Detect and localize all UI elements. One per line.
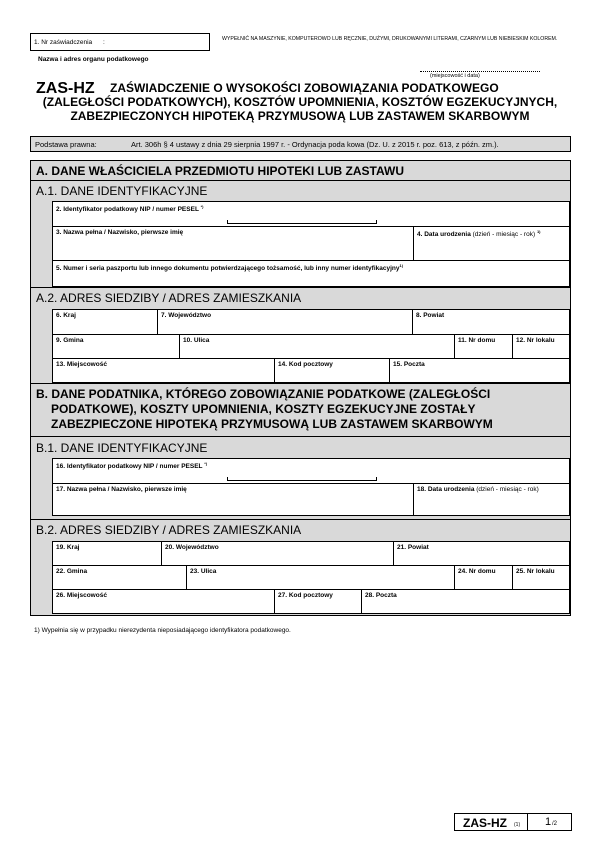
field-26-label: 26. Miejscowość [56,592,107,599]
field-18-hint: (dzień - miesiąc - rok) [476,486,539,493]
title-line-1: ZAŚWIADCZENIE O WYSOKOŚCI ZOBOWIĄZANIA PODATKOWEGO [110,81,499,95]
field-9-label: 9. Gmina [56,337,84,344]
field-18-birthdate[interactable] [414,484,570,516]
title-line-2: (ZALEGŁOŚCI PODATKOWYCH), KOSZTÓW UPOMNIENIA, KOSZTÓW EGZEKUCYJNYCH, [42,95,558,109]
field-7-label: 7. Województwo [161,312,212,319]
field-20-label: 20. Województwo [165,544,219,551]
field-7-voivodeship[interactable] [158,309,413,335]
field-5-label: 5. Numer i seria paszportu lub innego dokumentu potwierdzającego tożsamość, lub inny numer identyfikacyjny [56,265,400,273]
field-16-identifier[interactable] [52,458,570,484]
field-25-apartment-number[interactable] [513,566,570,590]
field-12-apartment-number[interactable] [513,335,570,359]
section-b1-title: B.1. DANE IDENTYFIKACYJNE [36,441,208,455]
field-18-label: 18. Data urodzenia [417,486,475,493]
section-a1-title: A.1. DANE IDENTYFIKACYJNE [36,184,208,198]
place-date-label: (miejscowość i data) [430,73,480,79]
field-8-county[interactable] [413,309,570,335]
field-16-label: 16. Identyfikator podatkowy NIP / numer PESEL [56,463,203,471]
section-a2-title: A.2. ADRES SIEDZIBY / ADRES ZAMIESZKANIA [36,291,302,305]
field-22-label: 22. Gmina [56,568,88,575]
field-6-label: 6. Kraj [56,312,76,319]
footer-page: 1 [545,816,552,828]
footer-pages: /2 [552,821,558,827]
field-2-sup: *) [200,204,204,209]
field-21-county[interactable] [394,541,570,566]
footer-code: ZAS-HZ [463,816,507,830]
place-date-line[interactable] [420,66,540,72]
field-16-sup: *) [204,461,208,466]
field-12-label: 12. Nr lokalu [516,337,555,344]
footer-page-box [528,813,572,831]
field-11-house-number[interactable] [455,335,513,359]
field-4-sup: 1) [536,229,541,234]
field-17-name[interactable] [52,484,414,516]
field-22-municipality[interactable] [52,566,187,590]
field-3-name[interactable] [52,227,414,261]
field-27-postal-code[interactable] [275,590,362,614]
field-5-passport[interactable] [52,261,570,287]
field-27-label: 27. Kod pocztowy [278,592,333,599]
field-24-house-number[interactable] [455,566,513,590]
nr-zaswiadczenia-colon: : [103,39,105,46]
footer-version: (1) [514,822,521,828]
field-15-post-office[interactable] [390,359,570,383]
field-5-sup: 1) [399,263,404,268]
field-10-label: 10. Ulica [183,337,210,344]
field-23-street[interactable] [187,566,455,590]
section-a2-rule [31,287,570,288]
title-line-3: ZABEZPIECZONYCH HIPOTEKĄ PRZYMUSOWĄ LUB ZASTAWEM SKARBOWYM [70,109,530,123]
form-code: ZAS-HZ [36,80,95,97]
legal-basis-label: Podstawa prawna: [35,140,97,149]
field-14-label: 14. Kod pocztowy [278,361,333,368]
field-2-label: 2. Identyfikator podatkowy NIP / numer PESEL [56,206,199,214]
field-13-label: 13. Miejscowość [56,361,107,368]
nr-zaswiadczenia-box[interactable] [30,33,210,51]
field-24-label: 24. Nr domu [458,568,496,575]
field-11-label: 11. Nr domu [458,337,496,344]
section-b2-rule [31,519,570,520]
field-4-birthdate[interactable] [414,227,570,261]
field-20-voivodeship[interactable] [162,541,394,566]
field-6-country[interactable] [52,309,158,335]
nr-zaswiadczenia-label: 1. Nr zaświadczenia [34,39,93,46]
field-21-label: 21. Powiat [397,544,429,551]
footnote: 1) Wypełnia się w przypadku nierezydenta nieposiadającego identyfikatora podatkowego. [34,627,291,634]
field-4-label: 4. Data urodzenia [417,231,471,239]
section-a-title: A. DANE WŁAŚCICIELA PRZEDMIOTU HIPOTEKI LUB ZASTAWU [36,164,404,178]
section-b-title-line-1: B. DANE PODATNIKA, KTÓREGO ZOBOWIĄZANIE PODATKOWE (ZALEGŁOŚCI [36,387,491,401]
field-25-label: 25. Nr lokalu [516,568,555,575]
section-a [30,160,571,384]
field-2-comb [227,220,377,224]
field-17-label: 17. Nazwa pełna / Nazwisko, pierwsze imię [56,486,187,493]
field-3-label: 3. Nazwa pełna / Nazwisko, pierwsze imię [56,229,184,236]
legal-basis-text: Art. 306h § 4 ustawy z dnia 29 sierpnia 1997 r. - Ordynacja poda kowa (Dz. U. z 2015 r. poz. 613, z późn. zm.). [131,140,499,149]
field-26-locality[interactable] [52,590,275,614]
field-23-label: 23. Ulica [190,568,217,575]
field-28-label: 28. Poczta [365,592,397,599]
field-2-identifier[interactable] [52,201,570,227]
field-19-country[interactable] [52,541,162,566]
section-b-title-rule [31,436,570,437]
field-19-label: 19. Kraj [56,544,80,551]
field-14-postal-code[interactable] [275,359,390,383]
field-4-hint: (dzień - miesiąc - rok) [472,231,536,239]
section-a-title-rule [31,180,570,181]
organ-label: Nazwa i adres organu podatkowego [38,56,149,63]
section-b-title-line-3: ZABEZPIECZONE HIPOTEKĄ PRZYMUSOWĄ LUB ZASTAWEM SKARBOWYM [51,417,493,431]
section-b [30,384,571,616]
instruction-text: WYPEŁNIĆ NA MASZYNIE, KOMPUTEROWO LUB RĘCZNIE, DUŻYMI, DRUKOWANYMI LITERAMI, CZARNYM LUB NIEBIESKIM KOLOREM. [222,36,558,42]
field-10-street[interactable] [180,335,455,359]
field-15-label: 15. Poczta [393,361,425,368]
field-13-locality[interactable] [52,359,275,383]
field-16-comb [227,477,377,481]
field-9-municipality[interactable] [52,335,180,359]
footer-code-box [454,813,528,831]
legal-basis-bar [30,136,571,152]
field-8-label: 8. Powiat [416,312,445,319]
section-b2-title: B.2. ADRES SIEDZIBY / ADRES ZAMIESZKANIA [36,523,302,537]
field-28-post-office[interactable] [362,590,570,614]
section-b-title-line-2: PODATKOWE), KOSZTY UPOMNIENIA, KOSZTY EGZEKUCYJNE ZOSTAŁY [51,402,476,416]
